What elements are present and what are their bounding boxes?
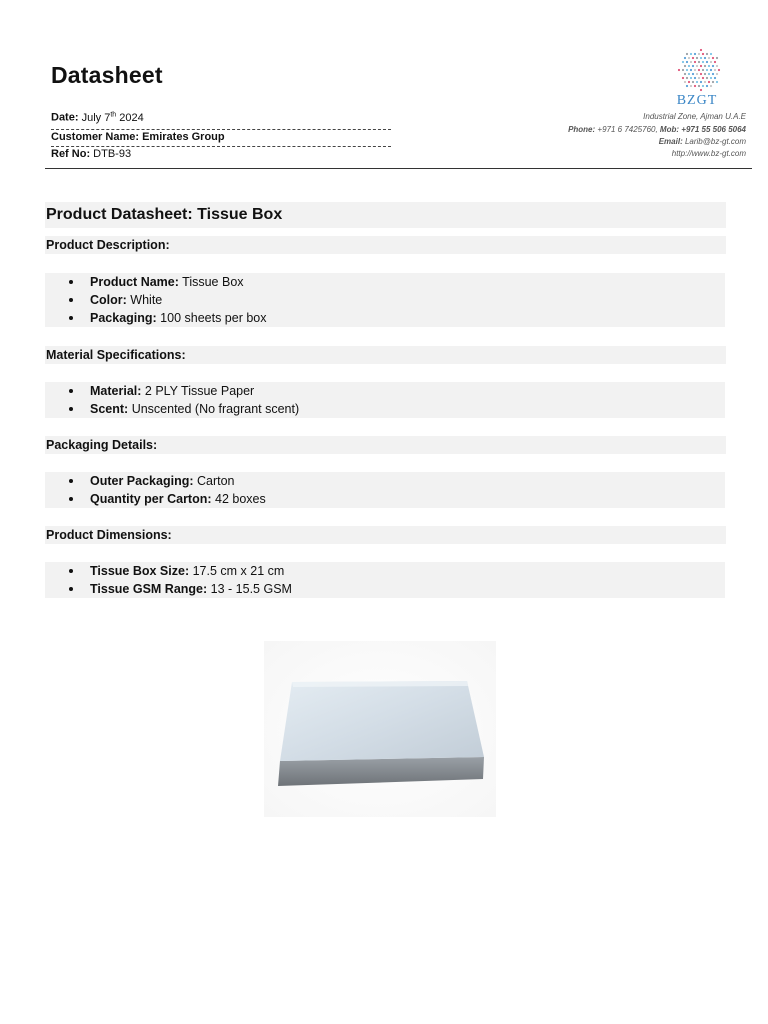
ref-label: Ref No:: [51, 148, 91, 160]
date-line: [51, 111, 391, 124]
company-phone: Phone: +971 6 7425760, Mob: +971 55 506 5064: [568, 125, 746, 134]
section-title: Product Description:: [45, 236, 726, 254]
list-item: Product Name: Tissue Box: [45, 273, 725, 291]
date-value: July 7th 2024: [81, 111, 144, 124]
section-title: Material Specifications:: [45, 346, 726, 364]
section-title: Product Dimensions:: [45, 526, 726, 544]
customer-line: [51, 129, 391, 143]
customer-label: Customer Name:: [51, 131, 140, 143]
brand-name: BZGT: [676, 93, 718, 108]
header-divider: [45, 168, 752, 169]
list-item: Tissue GSM Range: 13 - 15.5 GSM: [45, 580, 725, 598]
globe-logo-icon: [672, 48, 726, 96]
list-item: Color: White: [45, 291, 725, 309]
list-item: Packaging: 100 sheets per box: [45, 309, 725, 327]
list-item: Outer Packaging: Carton: [45, 472, 725, 490]
document-heading: Product Datasheet: Tissue Box: [45, 202, 726, 228]
company-address: Industrial Zone, Ajman U.A.E: [643, 112, 746, 121]
ref-line: [51, 146, 391, 160]
customer-value: Emirates Group: [142, 131, 225, 143]
page-title: Datasheet: [51, 62, 163, 88]
list-item: Quantity per Carton: 42 boxes: [45, 490, 725, 508]
ref-value: DTB-93: [93, 148, 132, 160]
list-item: Tissue Box Size: 17.5 cm x 21 cm: [45, 562, 725, 580]
tissue-box-image: [264, 641, 496, 817]
list-item: Material: 2 PLY Tissue Paper: [45, 382, 725, 400]
section-list: [45, 382, 725, 418]
section-list: [45, 472, 725, 508]
section-list: [45, 273, 725, 327]
section-list: [45, 562, 725, 598]
date-label: Date:: [51, 111, 79, 124]
company-website: http://www.bz-gt.com: [671, 149, 746, 158]
section-title: Packaging Details:: [45, 436, 726, 454]
list-item: Scent: Unscented (No fragrant scent): [45, 400, 725, 418]
company-email: Email: Larib@bz-gt.com: [658, 137, 746, 146]
